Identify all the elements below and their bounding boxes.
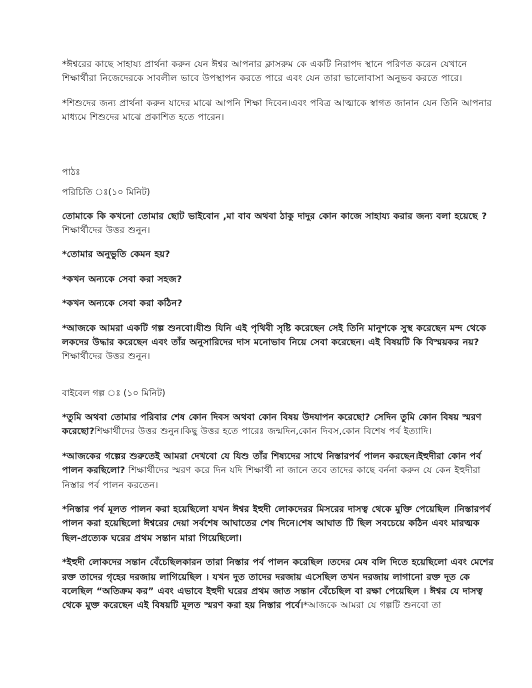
bible-paragraph-lamb-blood	[62, 556, 502, 614]
story-intro-note: শিক্ষার্থীদের উত্তর শুনুন।	[62, 351, 151, 363]
intro-question-help	[62, 210, 502, 239]
prayer-paragraph-classroom: *ঈশ্বরের কাছে সাহায্য প্রার্থনা করুন যেন ঈশ্বর আপনার ক্লাসরুম কে একটি নিরাপদ স্থানে পরিণত করেন যেখানে শিক্ষার্থীরা নিজেদেরকে সাবলীল ভাবে উপস্থাপন করতে পারে এবং যেন তারা ভালোবাসা অনুভব করতে পারে।	[62, 59, 468, 85]
question-easy-service: *কখন অন্যকে সেবা করা সহজ?	[62, 273, 182, 285]
intro-question-help-note: শিক্ষার্থীদের উত্তর শুনুন।	[62, 225, 151, 237]
story-intro-paragraph	[62, 322, 502, 365]
bible-story-heading: বাইবেল গল্প ঃ (১০ মিনিট)	[62, 388, 166, 399]
bible-paragraph-celebration-note: শিক্ষার্থীদের উত্তর শুনুন।কিছু উত্তর হতে পারেঃ জন্মদিন,কোন দিবস,কোন বিশেষ পর্ব ইত্যাদি।	[94, 426, 432, 438]
question-feeling: *তোমার অনুভুতি কেমন হয়?	[62, 249, 171, 261]
document-page	[62, 58, 502, 614]
bible-paragraph-celebration	[62, 411, 502, 440]
intro-section-heading: পরিচিতি ঃ(১০ মিনিট)	[62, 187, 151, 198]
bible-paragraph-passover-question	[62, 450, 502, 493]
bible-paragraph-passover-question-text: *আজকের গল্পের শুরুতেই আমরা দেখবো যে যিশু তাঁর শিষ্যদের সাথে নিস্তারপর্ব পালন করছেন।ইহুদীরা কোন পর্ব পালন করছিলো?	[62, 450, 482, 477]
question-hard-service: *কখন অন্যকে সেবা করা কঠিন?	[62, 298, 183, 310]
bible-paragraph-passover-question-note: শিক্ষার্থীদের স্মরণ করে দিন যদি শিক্ষার্থী না জানে তবে তাদের কাছে বর্ননা করুন যে কেন ইহুদীরা নিস্তার পর্ব পালন করতেন।	[62, 465, 481, 491]
prayer-paragraph-children: *শিশুদের জন্য প্রার্থনা করুন যাদের মাঝে আপনি শিক্ষা দিবেন।এবং পবিত্র আত্মাকে স্বাগত জানান যেন তিনি আপনার মাধ্যমে শিশুদের মাঝে প্রকাশিত হতে পারেন।	[62, 97, 492, 124]
intro-question-help-text: তোমাকে কি কখনো তোমার ছোট ভাইবোন ,মা বাব অথবা ঠাকু দাদুর কোন কাজে সাহায্য করার জন্য বলা হয়েছে ?	[62, 210, 487, 222]
story-intro-text: *আজকে আমরা একটি গল্প শুনবো।যীশু যিনি এই পৃথিবী সৃষ্টি করেছেন সেই তিনি মানুশকে সুস্থ করেছেন মন্দ থেকে লকদের উদ্ধার করেছেন এবং তাঁর অনুসারিদের দাস মনোভাব নিয়ে সেবা করেছেন। এই বিষয়টি কি বিস্ময়কর নয়?	[62, 322, 487, 349]
bible-paragraph-lamb-blood-text: *ইহুদী লোকদের সন্তান বেঁচেছিলকারন তারা নিস্তার পর্ব পালন করেছিল ।তদের মেষ বলি দিতে হয়েছিলো এবং মেশের রক্ত তাদের গৃহের দরজায় লাগিয়েছিল । যখন দুত তাদের দরজায় এসেছিল তখন দরজায় লাগানো রক্ত দূত কে বলেছিল “অতিক্রম কর” এবং এভাবে ইহুদী ঘরের প্রথম জাত সন্তান বেঁচেছিল বা রক্ষা পেয়েছিল । ঈশ্বর যে দাসত্ব থেকে মুক্ত করেছেন এই বিষয়টি মূলত স্মরণ করা হয় নিস্তার পর্বে।	[62, 557, 494, 612]
bible-paragraph-celebration-text: *তুমি অথবা তোমার পরিবার শেষ কোন দিবস অথবা কোন বিষয় উদযাপন করেছো? সেদিন তুমি কোন বিষয় স্মরণ করেছো?	[62, 411, 482, 438]
bible-paragraph-lamb-blood-note: *আজকে আমরা যে গল্পটি শুনবো তা	[303, 600, 442, 612]
bible-paragraph-passover-origin: *নিস্তার পর্ব মূলত পালন করা হয়েছিলো যখন ঈশ্বর ইহুদী লোকদেরর মিসরের দাসত্ব থেকে মুক্তি পেয়েছিল ।নিস্তারপর্ব পালন করা হয়েছিলো ঈশ্বরের দেয়া সর্বশেষ আঘাতের শেষ দিনে।শেষ আঘাত টি ছিল সবচেয়ে কঠিন এবং মারত্মক ছিল-প্রত্যেক ঘরের প্রথম সন্তান মারা গিয়েছিলো।	[62, 503, 491, 544]
lesson-heading: পাঠঃ	[62, 167, 81, 178]
